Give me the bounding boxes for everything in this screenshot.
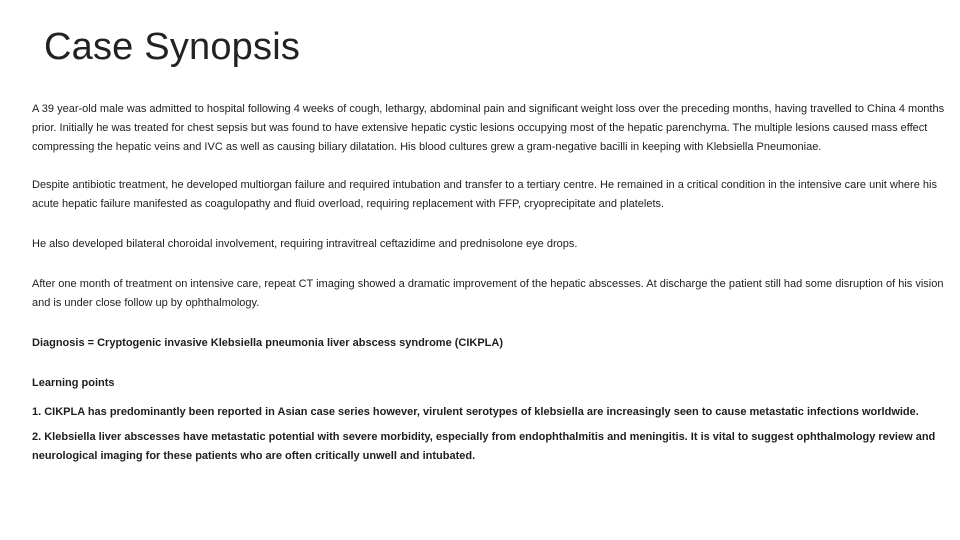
paragraph-eye-involvement: He also developed bilateral choroidal involvement, requiring intravitreal ceftazidime and prednisolone eye drops. [32, 238, 578, 250]
learning-points-heading: Learning points [32, 377, 115, 389]
learning-point-2: 2. Klebsiella liver abscesses have metastatic potential with severe morbidity, especially from endophthalmitis and meningitis. It is vital to suggest ophthalmology review and neurological imaging for these patients who are often critically unwell and intubated. [32, 431, 936, 462]
learning-point-1: 1. CIKPLA has predominantly been reported in Asian case series however, virulent serotypes of klebsiella are increasingly seen to cause metastatic infections worldwide. [32, 406, 919, 418]
paragraph-outcome: After one month of treatment on intensive care, repeat CT imaging showed a dramatic improvement of the hepatic abscesses. At discharge the patient still had some disruption of his vision and is under close follow up by ophthalmology. [32, 278, 944, 309]
paragraph-icu-course: Despite antibiotic treatment, he developed multiorgan failure and required intubation and transfer to a tertiary centre. He remained in a critical condition in the intensive care unit where his acute hepatic failure manifested as coagulopathy and fluid overload, requiring replacement with FFP, cryoprecipitate and platelets. [32, 179, 937, 210]
diagnosis-statement: Diagnosis = Cryptogenic invasive Klebsiella pneumonia liver abscess syndrome (CIKPLA) [32, 337, 504, 349]
paragraph-presentation: A 39 year-old male was admitted to hospital following 4 weeks of cough, lethargy, abdominal pain and significant weight loss over the preceding months, having travelled to China 4 months prior. Initially he was treated for chest sepsis but was found to have extensive hepatic cystic lesions occupying most of the hepatic parenchyma. The multiple lesions caused mass effect compressing the hepatic veins and IVC as well as causing biliary dilatation. His blood cultures grew a gram-negative bacilli in keeping with Klebsiella Pneumoniae. [32, 103, 945, 153]
slide-title: Case Synopsis [44, 26, 301, 68]
slide-body [32, 100, 947, 472]
